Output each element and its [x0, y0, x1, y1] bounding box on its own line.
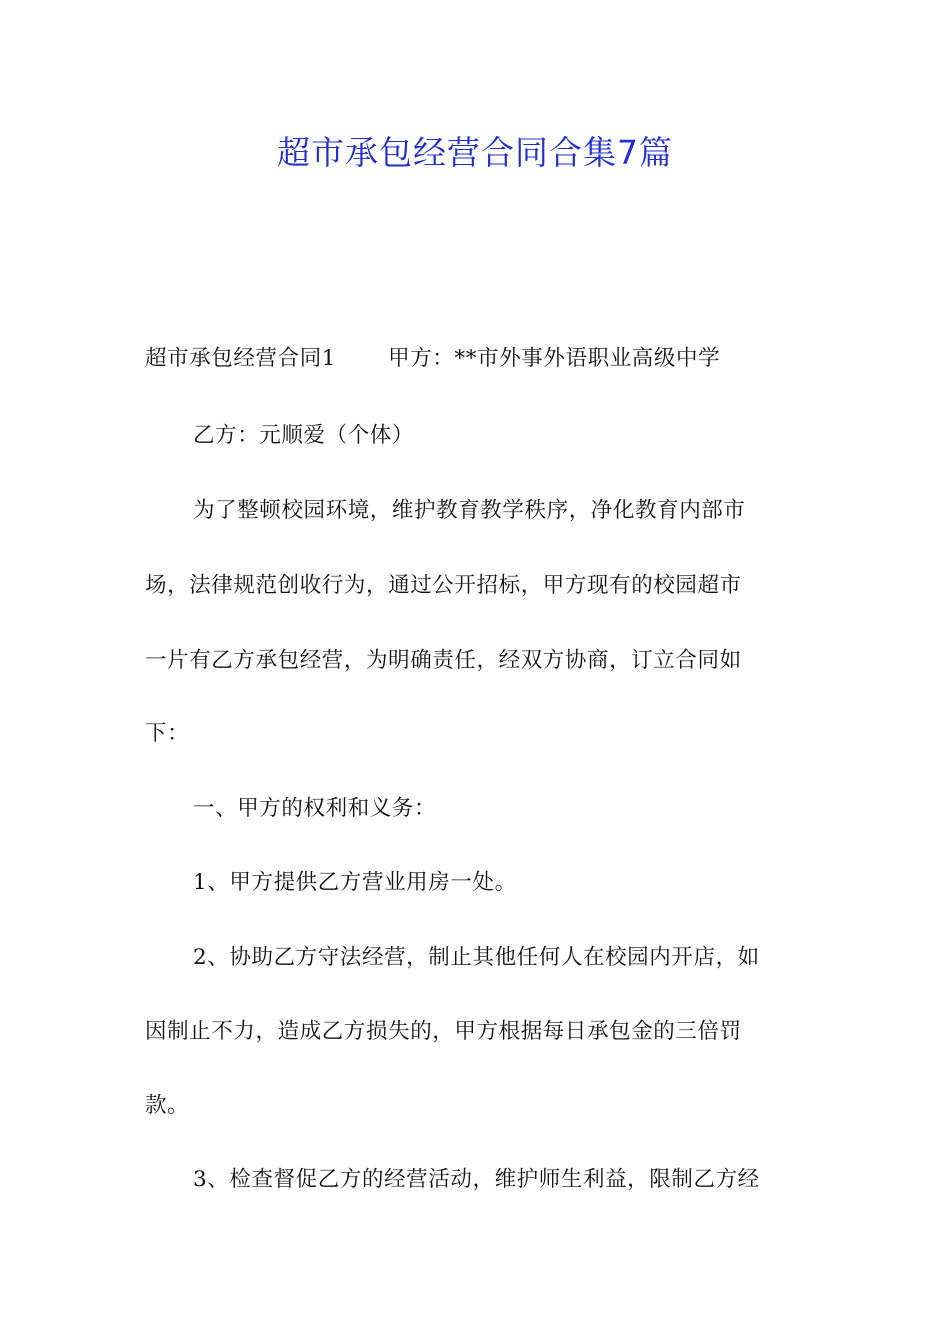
contract-heading-line [145, 343, 825, 375]
clause-1: 1、甲方提供乙方营业用房一处。 [193, 870, 517, 895]
contract-number: 超市承包经营合同1 [145, 346, 337, 371]
paragraph-line: 款。 [145, 1093, 190, 1118]
paragraph-line: 为了整顿校园环境，维护教育教学秩序，净化教育内部市 [193, 498, 746, 523]
paragraph-line: 因制止不力，造成乙方损失的，甲方根据每日承包金的三倍罚 [145, 1019, 742, 1044]
clause-2: 2、协助乙方守法经营，制止其他任何人在校园内开店，如 [193, 945, 760, 970]
document-title: 超市承包经营合同合集7篇 [277, 133, 673, 172]
clause-3: 3、检查督促乙方的经营活动，维护师生利益，限制乙方经 [193, 1167, 760, 1192]
paragraph-line: 下： [145, 721, 190, 746]
paragraph-line: 场，法律规范创收行为，通过公开招标，甲方现有的校园超市 [145, 573, 742, 598]
paragraph-line: 一片有乙方承包经营，为明确责任，经双方协商，订立合同如 [145, 648, 742, 673]
section-heading: 一、甲方的权利和义务： [193, 796, 437, 821]
party-b: 乙方：元顺爱（个体） [193, 423, 415, 448]
party-a: 甲方：**市外事外语职业高级中学 [388, 346, 721, 371]
